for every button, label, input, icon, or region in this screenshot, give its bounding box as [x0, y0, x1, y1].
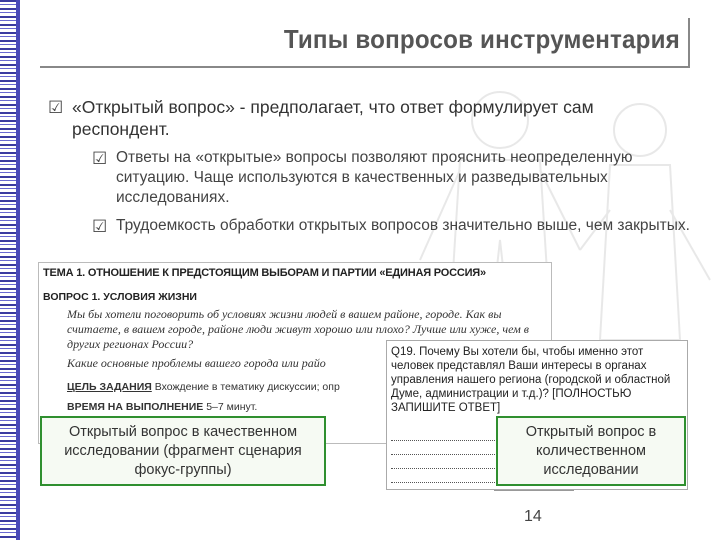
doc-time-text: 5–7 минут.: [206, 401, 258, 413]
left-binding-strip: [0, 0, 16, 540]
doc-time: [67, 401, 257, 413]
main-bullet: [48, 96, 692, 140]
caption-quantitative: Открытый вопрос в количественном исследовании: [496, 416, 686, 486]
slide-title: Типы вопросов инструментария: [283, 24, 680, 54]
main-bullet-text: «Открытый вопрос» - предполагает, что ответ формулирует сам респондент.: [72, 97, 594, 139]
sub-bullet-1: [92, 148, 706, 208]
checkbox-icon: ☑: [92, 217, 108, 236]
survey-question: Q19. Почему Вы хотели бы, чтобы именно этот человек представлял Ваши интересы в органах управления нашего региона (городской и областной Думе, администрации и т.д.)? [ПОЛНОСТЬЮ ЗАПИШИТЕ ОТВЕТ]: [391, 346, 671, 414]
doc-time-label: ВРЕМЯ НА ВЫПОЛНЕНИЕ: [67, 401, 204, 413]
checkbox-icon: ☑: [48, 98, 64, 117]
sub-bullet-1-text: Ответы на «открытые» вопросы позволяют прояснить неопределенную ситуацию. Чаще используются в качественных и разведывательных исследованиях.: [116, 149, 633, 206]
doc-question: ВОПРОС 1. УСЛОВИЯ ЖИЗНИ: [43, 291, 197, 303]
sub-bullet-2-text: Трудоемкость обработки открытых вопросов значительно выше, чем закрытых.: [116, 217, 690, 234]
doc-text-1: Мы бы хотели поговорить об условиях жизни людей в вашем районе, городе. Как вы считаете, в вашем городе, районе люди живут хорошо или плохо? Лучше или хуже, чем в других регионах России?: [67, 307, 529, 351]
doc-topic: ТЕМА 1. ОТНОШЕНИЕ К ПРЕДСТОЯЩИМ ВЫБОРАМ И ПАРТИИ «ЕДИНАЯ РОССИЯ»: [43, 267, 486, 279]
doc-goal: [67, 381, 340, 393]
sub-bullet-2: [92, 216, 706, 236]
page-number-rule: [494, 490, 574, 491]
page-number: 14: [524, 508, 542, 525]
doc-goal-text: Вхождение в тематику дискуссии; опр: [154, 381, 340, 393]
checkbox-icon: ☑: [92, 149, 108, 168]
left-binding-bar: [16, 0, 20, 540]
doc-goal-label: ЦЕЛЬ ЗАДАНИЯ: [67, 381, 152, 393]
caption-qualitative: Открытый вопрос в качественном исследовании (фрагмент сценария фокус-группы): [40, 416, 326, 486]
doc-text-2: Какие основные проблемы вашего города или райо: [67, 356, 326, 370]
